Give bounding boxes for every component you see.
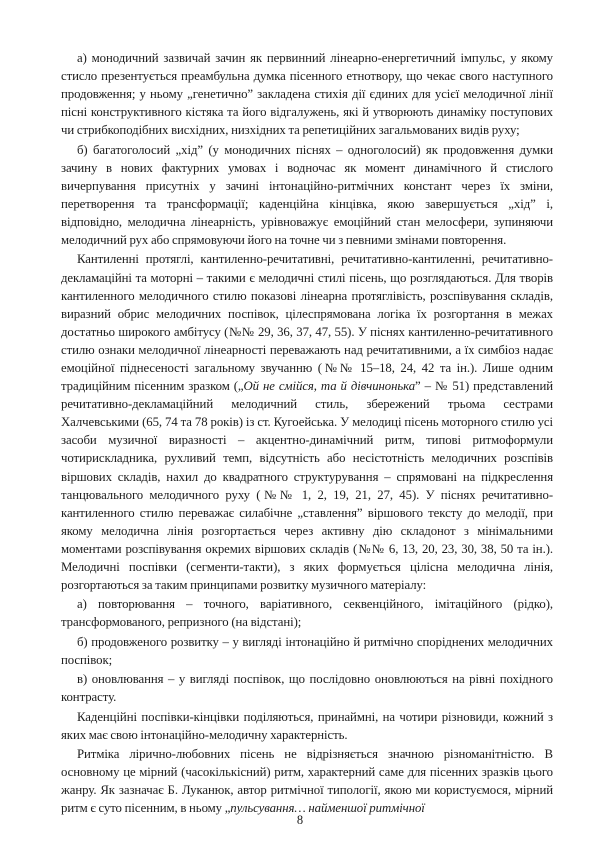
song-title-italic: Ой не смійся, та й дівчинонька xyxy=(243,379,416,394)
paragraph-styles-part2: ” – № 51) представлений речитативно-декламаційний мелодичний стиль, збережений трьома сестрами Халчевськими (65, 74 та 78 років) із ст. Кугоейська. У мелодиці пісень моторного стилю усі засоби музичної виразності – акцентно-динамічний ритм, типові ритмоформули чотирискладника, рухливий темп, відсутність або несістотність мелодичних розспівів віршових складів, нахил до квадратного структурування – спрямовані на підкреслення танцювального мелодичного руху (№№ 1, 2, 19, 21, 27, 45). У піснях речитативно-кантиленного стилю переважає силабічне „ставлення” віршового тексту до мелодії, при якому мелодична лінія розгортається через активну дію складонот з мінімальними моментами розспівування окремих віршових складів (№№ 6, 13, 20, 23, 30, 38, 50 та ін.). Мелодичні поспівки (сегменти-такти), з яких формується цілісна мелодична лінія, розгортаються за таким принципами розвитку музичного матеріалу: xyxy=(61,379,553,593)
paragraph-khid: б) багатоголосий „хід” (у монодичних піснях – одноголосий) як продовження думки зачину в нових фактурних умовах і водночас як момент динамічного й стислого вичерпування присутніх у зачині інтонаційно-ритмічних констант через їх зміни, перетворення та трансформації; каденційна кінцівка, якою завершується „хід” і, відповідно, мелодична лінеарність, урівноважує емоційний стан мелосфери, зупиняючи мелодичний рух або спрямовуючи його на точне чи з певними змінами повторення. xyxy=(61,142,553,248)
paragraph-styles xyxy=(61,250,553,594)
paragraph-cadences: Каденційні поспівки-кінцівки поділяються, принаймні, на чотири різновиди, кожний з яких має свою інтонаційно-мелодичну характерність. xyxy=(61,709,553,742)
principle-repetition: а) повторювання – точного, варіативного, секвенційного, імітаційного (рідко), трансформованого, репризного (на відстані); xyxy=(61,597,553,630)
paragraph-zachyn: а) монодичний зазвичай зачин як первинний лінеарно-енергетичний імпульс, у якому стисло презентується преамбульна думка пісенного етнотвору, що чекає свого наступного продовження; у ньому „генетично” закладена стихія дії єдиних для усієї мелодичної лінії пісні конструктивного кістяка та його відгалужень, які й утворюють динаміку поступових чи стрибкоподібних висхідних, низхідних та репетиційних загальмованих видів руху; xyxy=(61,51,553,138)
quote-italic: пульсування… найменшої ритмічної xyxy=(230,801,425,816)
paragraph-rhythm xyxy=(61,745,553,817)
paragraph-styles-part1: Кантиленні протяглі, кантиленно-речитативні, речитативно-кантиленні, речитативно-декламаційні та моторні – такими є мелодичні стилі пісень, що розглядаються. Для творів кантиленного мелодичного стилю показові лінеарна протяглівість, розспівування складів, виразний обрис мелодичних поспівок, цілеспрямована логіка їх розгортання в межах достатньо широкого амбітусу (№№ 29, 36, 37, 47, 55). У піснях кантиленно-речитативного стилю ознаки мелодичної лінеарності переважають над речитативними, а їх симбіоз надає емоційної піднесеності загальному звучанню (№№ 15–18, 24, 42 та ін.). Лише одним традиційним пісенним зразком („ xyxy=(61,252,553,394)
principle-development: б) продовженого розвитку – у вигляді інтонаційно й ритмічно споріднених мелодичних поспівок; xyxy=(61,634,553,667)
paragraph-rhythm-text: Ритміка лірично-любовних пісень не відрізняється значною різноманітністю. В основному це мірний (часокількісний) ритм, характерний саме для пісенних зразків цього жанру. Як зазначає Б. Луканюк, автор ритмічної типології, якою ми користуємося, мірний ритм є суто пісенним, в ньому „ xyxy=(61,746,553,816)
body-text xyxy=(61,49,553,818)
principle-renewal: в) оновлювання – у вигляді поспівок, що послідовно оновлюються на рівні похідного контрасту. xyxy=(61,672,553,705)
page-number: 8 xyxy=(296,813,304,827)
